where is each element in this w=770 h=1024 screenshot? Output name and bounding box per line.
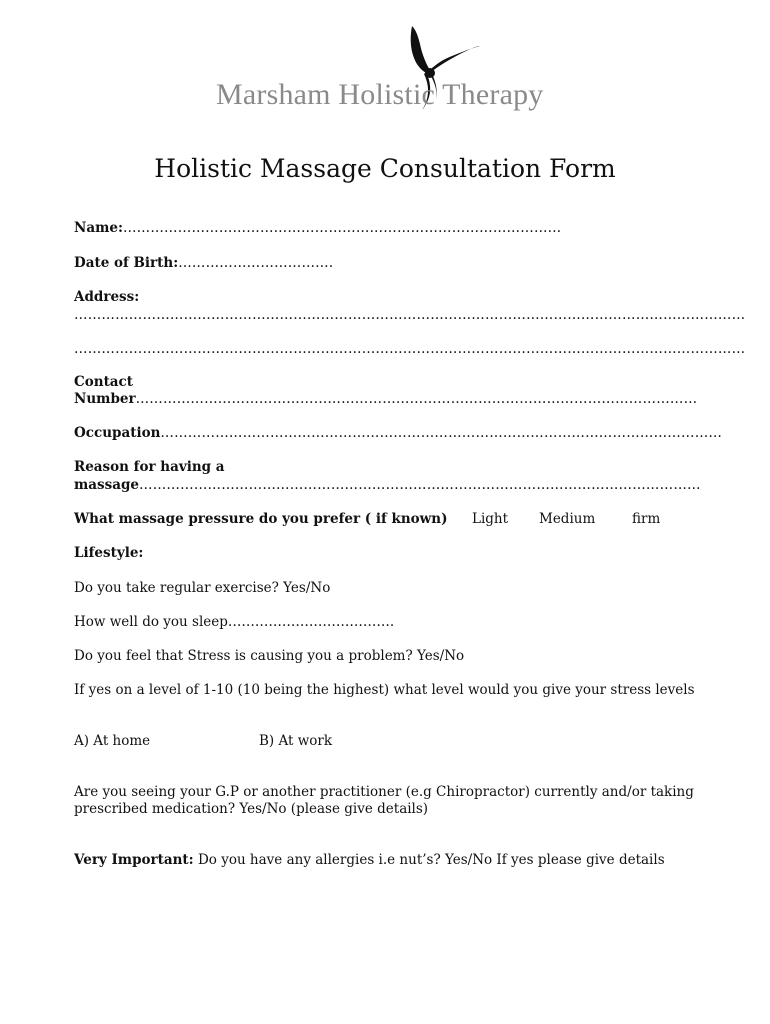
stress-level-question: If yes on a level of 1-10 (10 being the highest) what level would you give your stress levels <box>74 682 695 698</box>
dob-label: Date of Birth: <box>74 255 179 271</box>
allergies-label: Very Important: <box>74 852 194 868</box>
medical-question: Are you seeing your G.P or another practitioner (e.g Chiropractor) currently and/or taking prescribed medication? Yes/No (please give details) <box>74 784 694 817</box>
address-label-line <box>74 289 139 306</box>
occupation-field[interactable] <box>74 425 722 442</box>
reason-label-line <box>74 459 225 476</box>
page-title: Holistic Massage Consultation Form <box>154 154 616 183</box>
allergies-question <box>74 852 704 869</box>
name-field[interactable] <box>74 220 561 237</box>
name-label: Name: <box>74 220 123 236</box>
pressure-option-medium[interactable]: Medium <box>539 511 596 527</box>
allergies-text: Do you have any allergies i.e nut’s? Yes/No If yes please give details <box>193 852 665 868</box>
pressure-row <box>74 511 714 528</box>
contact-label-1: Contact <box>74 374 134 390</box>
stress-question[interactable]: Do you feel that Stress is causing you a problem? Yes/No <box>74 648 465 664</box>
logo-text: Marsham Holistic Therapy <box>216 78 544 111</box>
address-line-1[interactable] <box>74 307 745 324</box>
address-line-2[interactable] <box>74 341 745 358</box>
address-dots-2: ………………………………………………………………………………………………………………………………… <box>74 341 746 357</box>
reason-field[interactable] <box>74 477 701 494</box>
sleep-question[interactable]: How well do you sleep………………………………. <box>74 614 395 630</box>
address-dots-1: ………………………………………………………………………………………………………………………………… <box>74 307 746 323</box>
contact-dots: …………………………………………………………………………………………………………… <box>135 391 698 407</box>
stress-at-home[interactable]: A) At home <box>74 733 151 749</box>
reason-label-1: Reason for having a <box>74 459 225 475</box>
contact-label-2: Number <box>74 391 136 407</box>
pressure-option-light[interactable]: Light <box>472 511 509 527</box>
logo <box>0 0 770 130</box>
reason-label-2: massage <box>74 477 140 493</box>
lifestyle-heading <box>74 545 143 562</box>
occupation-label: Occupation <box>74 425 161 441</box>
address-label: Address: <box>74 289 140 305</box>
lifestyle-heading-text: Lifestyle: <box>74 545 144 561</box>
exercise-question[interactable]: Do you take regular exercise? Yes/No <box>74 580 331 596</box>
contact-label-line <box>74 374 133 391</box>
dob-dots: ……………………………. <box>178 255 334 271</box>
stress-at-work[interactable]: B) At work <box>259 733 333 749</box>
name-dots: …………………………………………………………………………………… <box>122 220 562 236</box>
occupation-dots: …………………………………………………………………………………………………………… <box>160 425 723 441</box>
contact-field[interactable] <box>74 391 697 408</box>
pressure-question: What massage pressure do you prefer ( if known) <box>74 511 448 527</box>
pressure-option-firm[interactable]: firm <box>632 511 661 527</box>
dob-field[interactable] <box>74 255 333 272</box>
reason-dots: …………………………………………………………………………………………………………… <box>139 477 701 493</box>
